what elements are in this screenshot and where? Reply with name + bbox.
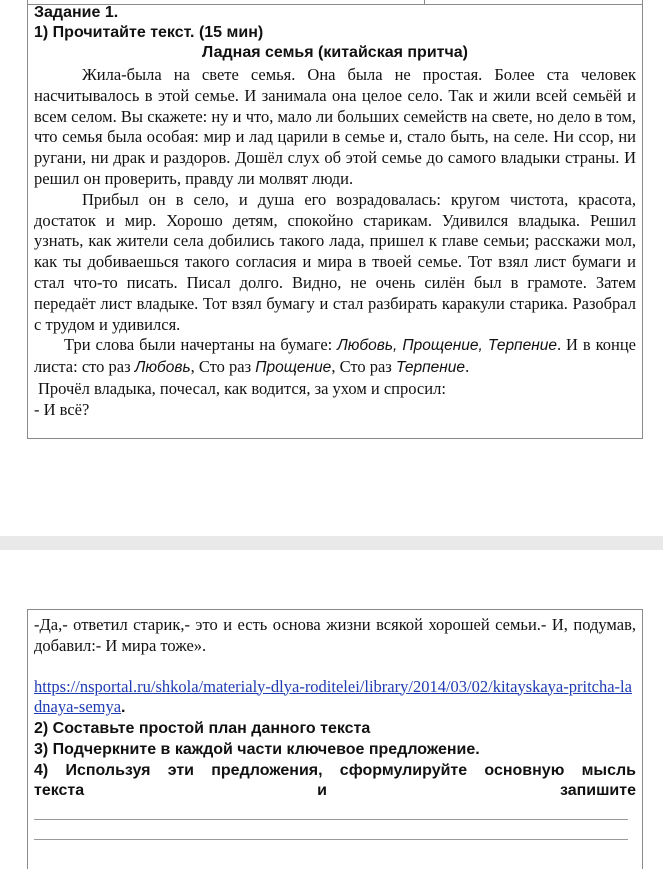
word-love: Любовь [134, 359, 191, 377]
story-title: Ладная семья (китайская притча) [201, 44, 468, 61]
question-2: 2) Составьте простой план данного текста [34, 720, 371, 737]
question-4-line-1: 4) Используя эти предложения, сформулируйте основную мысль [34, 762, 636, 779]
task-page-upper [27, 0, 643, 439]
p3-three-words: Любовь, Прощение, Терпение [337, 337, 557, 355]
source-link-period: . [121, 699, 126, 717]
task-page-lower [27, 609, 643, 869]
word-forgiveness: Прощение [255, 359, 332, 377]
task-title: Задание 1. [34, 4, 119, 21]
word-patience: Терпение [395, 359, 466, 377]
paragraph-6: -Да,- ответил старик,- это и есть основа жизни всякой хорошей семьи.- И, подумав, добавил:- И мира тоже». [34, 615, 636, 655]
story-ending [34, 615, 636, 718]
table-top-strip [28, 0, 642, 5]
paragraph-1: Жила-была на свете семья. Она была не простая. Более ста человек насчитывалось в этой семье. И занимала она целое село. Так и жили всей семьёй и всем селом. Вы скажете: ну и что, мало ли больших семейств на свете, но дело в том, что семья была особая: мир и лад царили в семье и, стало быть, на селе. Ни ссор, ни ругани, ни драк и раздоров. Дошёл слух об этой семье до самого владыки страны. И решил он проверить, правду ли молвят люди. [34, 65, 636, 188]
question-4 [34, 761, 636, 801]
paragraph-3 [34, 335, 636, 379]
answer-line-1[interactable] [34, 819, 628, 820]
task-step-1: 1) Прочитайте текст. (15 мин) [34, 24, 264, 41]
paragraph-5: - И всё? [34, 399, 90, 419]
p3-text-d: , Сто раз [331, 357, 396, 377]
q4-word-and: и [317, 782, 327, 799]
p3-text-e: . [465, 357, 470, 377]
answer-line-2[interactable] [34, 839, 628, 840]
question-4-line-2 [34, 781, 636, 801]
story-body [34, 65, 636, 421]
paragraph-4: Прочёл владыка, почесал, как водится, за ухом и спросил: [38, 378, 446, 398]
q4-word-text: текста [34, 782, 85, 799]
source-paragraph [34, 677, 636, 719]
paragraph-2: Прибыл он в село, и душа его возрадовалась: кругом чистота, красота, достаток и мир. Хорошо детям, спокойно старикам. Удивился владыка. Решил узнать, как жители села добились такого лада, пришел к главе семьи; расскажи мол, как ты добиваешься такого согласия и мира в твоей семье. Тот взял лист бумаги и стал что-то писать. Писал долго. Видно, не очень силён был в грамоте. Затем передаёт лист владыке. Тот взял бумагу и стал разбирать каракули старика. Разобрал с трудом и удивился. [34, 189, 636, 334]
question-3: 3) Подчеркните в каждой части ключевое предложение. [34, 741, 480, 758]
p3-text-b: . И в конце листа: сто раз [34, 335, 636, 377]
p3-text-c: , Сто раз [190, 357, 256, 377]
q4-word-write: запишите [559, 782, 636, 799]
p3-text-a: Три слова были начертаны на бумаге: [64, 335, 338, 355]
page-gap [0, 536, 663, 550]
source-link[interactable]: https://nsportal.ru/shkola/materialy-dlya-roditelei/library/2014/03/02/kitayskaya-pritcha-ladnaya-semya [34, 676, 632, 717]
